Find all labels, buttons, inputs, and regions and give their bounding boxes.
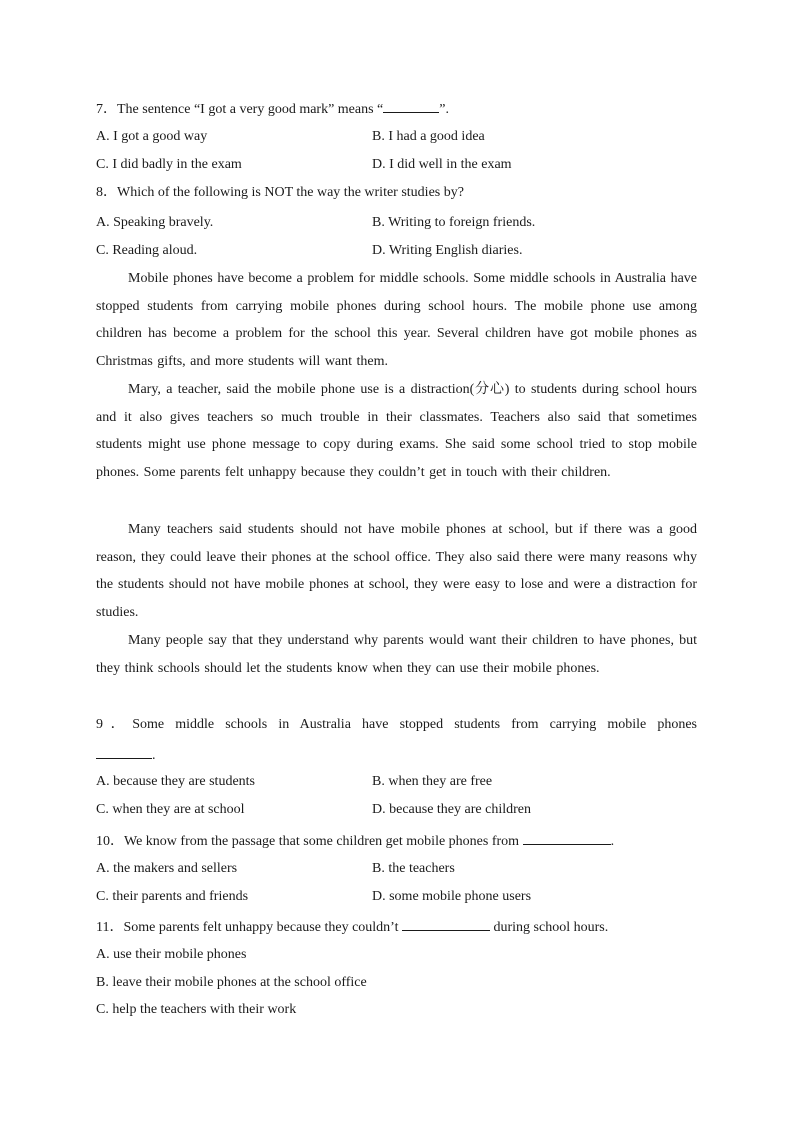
question-7-stem-text: 7．The sentence “I got a very good mark” means “ bbox=[96, 102, 384, 117]
question-9-option-c: C. when they are at school bbox=[96, 802, 245, 817]
question-9-stem: 9．Some middle schools in Australia have stopped students from carrying mobile phones bbox=[96, 717, 697, 732]
question-11-option-c: C. help the teachers with their work bbox=[96, 1002, 297, 1017]
question-9-stem-end: . bbox=[152, 748, 156, 763]
question-11-stem bbox=[96, 916, 608, 937]
question-7-stem bbox=[96, 98, 449, 119]
question-11-option-b: B. leave their mobile phones at the school office bbox=[96, 975, 367, 990]
question-11-option-a: A. use their mobile phones bbox=[96, 947, 247, 962]
question-8-stem: 8．Which of the following is NOT the way the writer studies by? bbox=[96, 185, 464, 200]
answer-blank[interactable] bbox=[402, 916, 490, 931]
answer-blank[interactable] bbox=[96, 744, 152, 759]
question-7-option-d: D. I did well in the exam bbox=[372, 157, 512, 172]
question-8-option-b: B. Writing to foreign friends. bbox=[372, 215, 536, 230]
question-10-option-a: A. the makers and sellers bbox=[96, 861, 238, 876]
question-7-option-a: A. I got a good way bbox=[96, 129, 208, 144]
question-10-stem-end: . bbox=[610, 834, 615, 849]
question-7-option-b: B. I had a good idea bbox=[372, 129, 485, 144]
question-10-stem bbox=[96, 830, 614, 851]
question-11-stem-text: 11．Some parents felt unhappy because they couldn’t bbox=[96, 920, 402, 935]
passage-paragraph-1: Mobile phones have become a problem for middle schools. Some middle schools in Australia have stopped students from carrying mobile phones during school hours. The mobile phone use among children has become a problem for the school this year. Several children have got mobile phones as Christmas gifts, and more students will want them. bbox=[96, 271, 697, 370]
answer-blank[interactable] bbox=[523, 830, 611, 845]
question-8-option-d: D. Writing English diaries. bbox=[372, 243, 523, 258]
question-9-stem-line-2 bbox=[96, 744, 156, 765]
question-11-stem-end: during school hours. bbox=[489, 920, 609, 935]
question-10-option-d: D. some mobile phone users bbox=[372, 889, 532, 904]
question-10-stem-text: 10．We know from the passage that some children get mobile phones from bbox=[96, 834, 523, 849]
question-9-option-a: A. because they are students bbox=[96, 774, 255, 789]
passage-paragraph-4: Many people say that they understand why parents would want their children to have phones, but they think schools should let the students know when they can use their mobile phones. bbox=[96, 633, 697, 676]
answer-blank[interactable] bbox=[383, 98, 439, 113]
question-8-option-c: C. Reading aloud. bbox=[96, 243, 198, 258]
question-10-option-c: C. their parents and friends bbox=[96, 889, 249, 904]
passage-paragraph-2: Mary, a teacher, said the mobile phone use is a distraction(分心) to students during school hours and it also gives teachers so much trouble in their classmates. Teachers also said that sometimes students might use phone message to copy during exams. She said some school tried to stop mobile phones. Some parents felt unhappy because they couldn’t get in touch with their children. bbox=[96, 382, 697, 481]
question-7-option-c: C. I did badly in the exam bbox=[96, 157, 242, 172]
question-8-option-a: A. Speaking bravely. bbox=[96, 215, 214, 230]
question-9-option-d: D. because they are children bbox=[372, 802, 531, 817]
question-7-stem-end: ”. bbox=[439, 102, 449, 117]
question-9-option-b: B. when they are free bbox=[372, 774, 493, 789]
question-10-option-b: B. the teachers bbox=[372, 861, 455, 876]
passage-paragraph-3: Many teachers said students should not have mobile phones at school, but if there was a good reason, they could leave their phones at the school office. They also said there were many reasons why the students should not have mobile phones at school, they were easy to lose and were a distraction for studies. bbox=[96, 522, 697, 621]
